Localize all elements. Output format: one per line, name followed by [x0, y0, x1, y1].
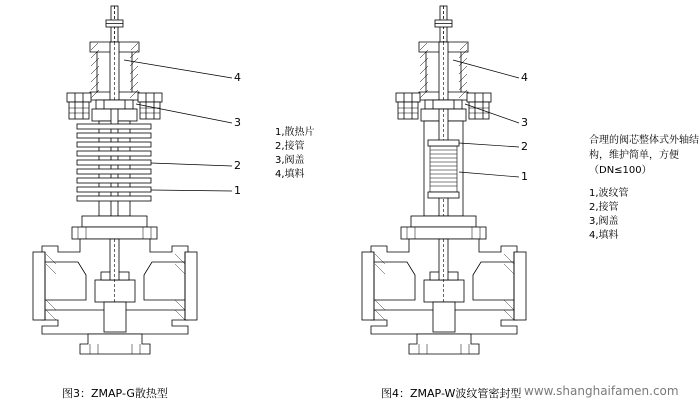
right-legend-item-2: 2,接管 — [589, 202, 619, 213]
watermark-url: www.shanghaifamen.com — [524, 384, 679, 398]
right-callout-3: 3 — [521, 116, 528, 129]
right-legend-item-3: 3,阀盖 — [589, 216, 619, 227]
left-valve-assembly — [33, 6, 232, 354]
right-figure-caption: 图4：ZMAP-W波纹管密封型 — [381, 387, 522, 400]
right-callout-2: 2 — [521, 140, 528, 153]
left-callout-2: 2 — [234, 159, 241, 172]
left-callout-1: 1 — [234, 184, 241, 197]
cooling-fins — [77, 124, 151, 201]
right-callout-4: 4 — [521, 71, 528, 84]
left-legend-item-3: 3,阀盖 — [275, 155, 305, 166]
left-legend-item-2: 2,接管 — [275, 141, 305, 152]
right-note: 合理的阀芯整体式外轴结构，维护简单，方便（DN≤100） — [589, 135, 699, 176]
left-legend-item-4: 4,填料 — [275, 169, 305, 180]
left-legend-item-1: 1,散热片 — [275, 127, 315, 138]
bellows-element — [430, 146, 457, 192]
left-callout-3: 3 — [234, 116, 241, 129]
right-legend-item-1: 1,波纹管 — [589, 188, 629, 199]
right-callout-1: 1 — [521, 170, 528, 183]
left-figure-caption: 图3：ZMAP-G散热型 — [62, 387, 168, 400]
right-legend-item-4: 4,填料 — [589, 230, 619, 241]
left-callout-4: 4 — [234, 71, 241, 84]
right-valve-assembly — [362, 6, 526, 354]
